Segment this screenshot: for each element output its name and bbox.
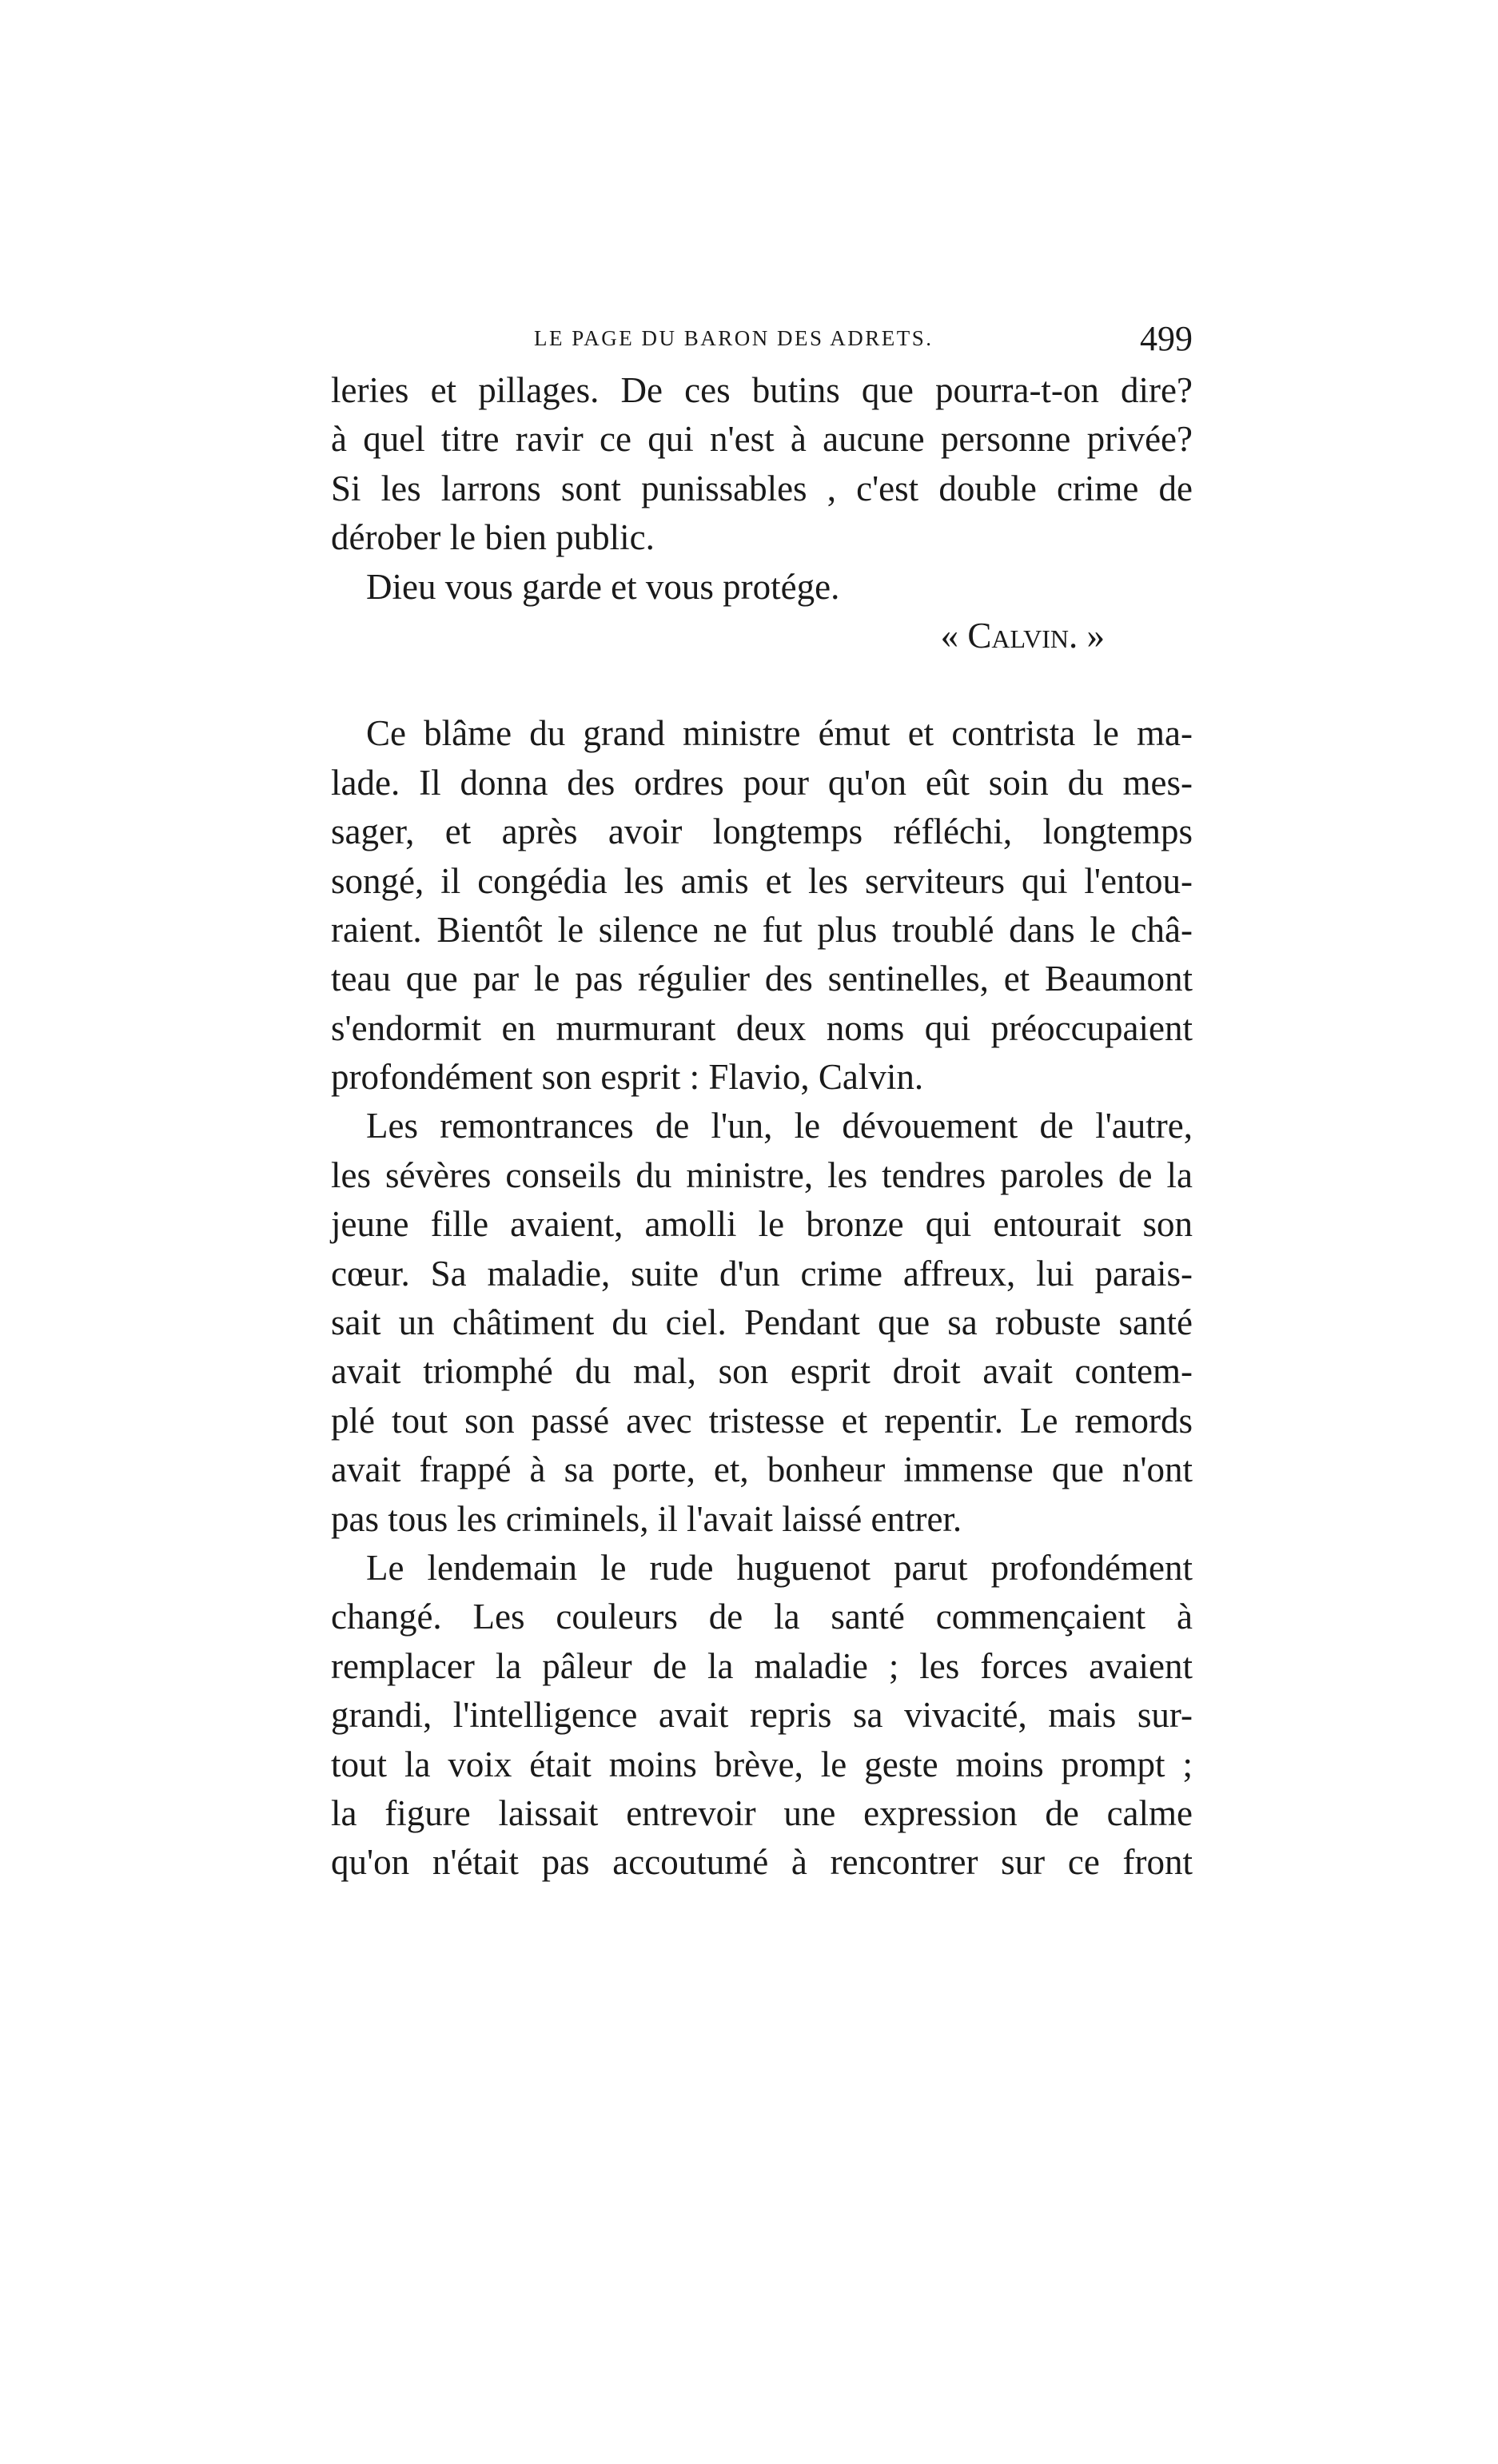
text-line: jeune fille avaient, amolli le bronze qui entourait son <box>331 1204 1193 1245</box>
letter-closing: Dieu vous garde et vous protége. <box>366 566 840 607</box>
letter-signature: « Calvin. » <box>940 615 1105 656</box>
text-line: teau que par le pas régulier des sentinelles, et Beaumont <box>331 959 1193 999</box>
paragraph-gap <box>331 660 1193 709</box>
text-line: remplacer la pâleur de la maladie ; les forces avaient <box>331 1645 1193 1686</box>
body-text <box>331 366 1193 1888</box>
text-line: leries et pillages. De ces butins que pourra-t-on dire? <box>331 370 1193 410</box>
text-line: Ce blâme du grand ministre émut et contrista le ma- <box>366 713 1193 754</box>
text-line: à quel titre ravir ce qui n'est à aucune personne privée? <box>331 419 1193 460</box>
text-line: plé tout son passé avec tristesse et repentir. Le remords <box>331 1400 1193 1441</box>
text-line: sager, et après avoir longtemps réfléchi, longtemps <box>331 811 1193 852</box>
text-line: Si les larrons sont punissables , c'est double crime de <box>331 468 1193 508</box>
text-line: s'endormit en murmurant deux noms qui préoccupaient <box>331 1007 1193 1048</box>
text-line: les sévères conseils du ministre, les tendres paroles de la <box>331 1154 1193 1195</box>
text-line: lade. Il donna des ordres pour qu'on eût soin du mes- <box>331 762 1193 803</box>
text-line: grandi, l'intelligence avait repris sa vivacité, mais sur- <box>331 1695 1193 1736</box>
text-line: dérober le bien public. <box>331 517 655 558</box>
text-line: tout la voix était moins brève, le geste moins prompt ; <box>331 1744 1193 1784</box>
running-title: LE PAGE DU BARON DES ADRETS. <box>534 326 934 350</box>
text-line: songé, il congédia les amis et les serviteurs qui l'entou- <box>331 860 1193 901</box>
text-line: cœur. Sa maladie, suite d'un crime affreux, lui parais- <box>331 1253 1193 1294</box>
text-line: qu'on n'était pas accoutumé à rencontrer sur ce front <box>331 1842 1193 1883</box>
text-line: profondément son esprit : Flavio, Calvin. <box>331 1057 924 1098</box>
text-line: avait frappé à sa porte, et, bonheur immense que n'ont <box>331 1449 1193 1490</box>
text-line: changé. Les couleurs de la santé commençaient à <box>331 1597 1193 1637</box>
text-line: la figure laissait entrevoir une expression de calme <box>331 1792 1193 1833</box>
text-line: Le lendemain le rude huguenot parut profondément <box>366 1547 1193 1588</box>
running-header <box>331 318 1193 366</box>
text-line: Les remontrances de l'un, le dévouement de l'autre, <box>366 1106 1193 1146</box>
page-number: 499 <box>1140 319 1193 358</box>
text-line: sait un châtiment du ciel. Pendant que sa robuste santé <box>331 1302 1193 1343</box>
text-line: raient. Bientôt le silence ne fut plus troublé dans le châ- <box>331 909 1193 950</box>
text-line: pas tous les criminels, il l'avait laissé entrer. <box>331 1498 962 1539</box>
text-line: avait triomphé du mal, son esprit droit avait contem- <box>331 1351 1193 1392</box>
